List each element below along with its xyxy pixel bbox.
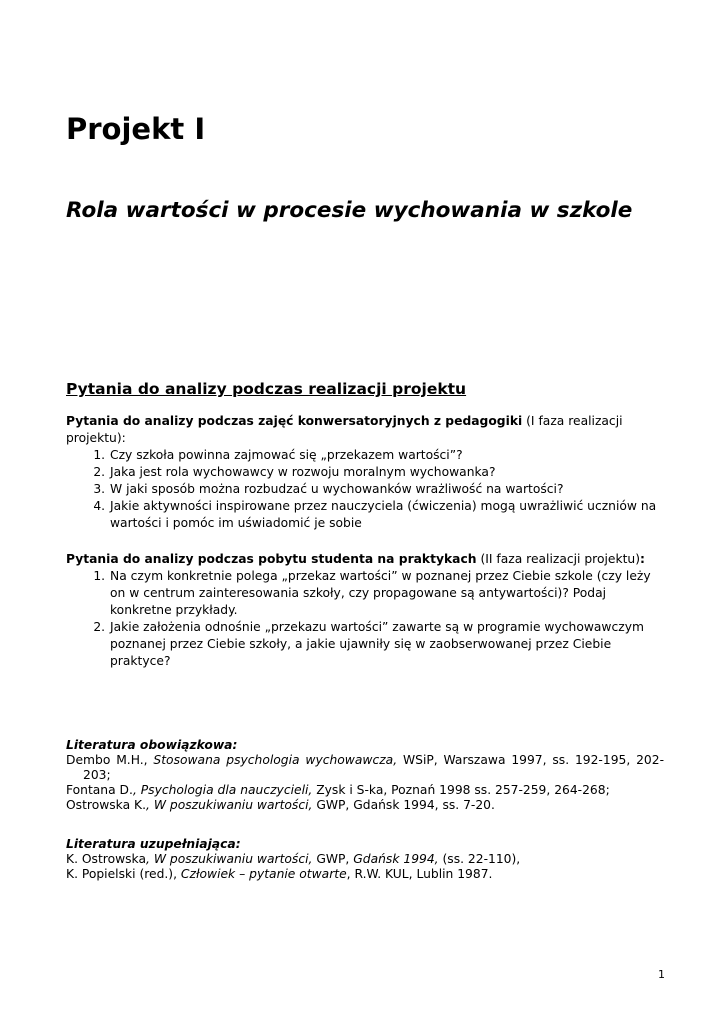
entry-details: GWP, Gdańsk 1994, ss. 7-20. [312, 798, 495, 812]
entry-author: K. Popielski (red.), [66, 867, 181, 881]
literature-entry [66, 783, 664, 798]
entry-author: Dembo M.H., [66, 753, 154, 767]
phase1-intro-rest: (I faza realizacji projektu): [66, 414, 623, 445]
entry-publisher: GWP, [312, 852, 354, 866]
entry-details: (ss. 22-110), [438, 852, 521, 866]
entry-title: Stosowana psychologia wychowawcza, [153, 753, 398, 767]
document-subtitle: Rola wartości w procesie wychowania w szkole [66, 198, 633, 223]
phase2-list [66, 568, 666, 670]
section-heading: Pytania do analizy podczas realizacji projektu [66, 380, 467, 398]
entry-title: , Psychologia dla nauczycieli, [132, 783, 313, 797]
literature-entry [66, 753, 664, 783]
literature-required-heading: Literatura obowiązkowa: [66, 738, 238, 752]
phase2-intro [66, 551, 666, 568]
entry-author: K. Ostrowska [66, 852, 147, 866]
entry-author: Fontana D. [66, 783, 133, 797]
phase2-intro-colon: : [640, 552, 645, 566]
literature-supplementary [66, 837, 664, 882]
literature-entry [66, 798, 664, 813]
entry-author: Ostrowska K. [66, 798, 147, 812]
phase2-intro-rest: (II faza realizacji projektu) [476, 552, 641, 566]
phase2-block [66, 551, 666, 670]
list-item: 1. Czy szkoła powinna zajmować się „przekazem wartości”? [109, 447, 666, 464]
phase1-intro-bold: Pytania do analizy podczas zajęć konwersatoryjnych z pedagogiki [66, 414, 523, 428]
phase1-block [66, 413, 666, 532]
entry-details: , R.W. KUL, Lublin 1987. [346, 867, 493, 881]
list-item: 4. Jakie aktywności inspirowane przez nauczyciela (ćwiczenia) mogą uwrażliwić uczniów na wartości i pomóc im uświadomić je sobie [109, 498, 666, 532]
entry-place-year: Gdańsk 1994, [353, 852, 439, 866]
literature-supplementary-heading: Literatura uzupełniająca: [66, 837, 241, 851]
literature-entry [66, 867, 664, 882]
entry-details: WSiP, Warszawa 1997, ss. 192-195, 202-203; [83, 753, 665, 782]
entry-details: Zysk i S-ka, Poznań 1998 ss. 257-259, 264-268; [312, 783, 610, 797]
entry-title: Człowiek – pytanie otwarte [180, 867, 347, 881]
list-item: 3. W jaki sposób można rozbudzać u wychowanków wrażliwość na wartości? [109, 481, 666, 498]
list-item: 2. Jakie założenia odnośnie „przekazu wartości” zawarte są w programie wychowawczym poznanej przez Ciebie szkoły, a jakie ujawniły się w zaobserwowanej przez Ciebie praktyce? [109, 619, 666, 670]
entry-title: , W poszukiwaniu wartości, [146, 798, 313, 812]
phase1-list [66, 447, 666, 532]
phase2-intro-bold: Pytania do analizy podczas pobytu studenta na praktykach [66, 552, 477, 566]
list-item: 1. Na czym konkretnie polega „przekaz wartości” w poznanej przez Ciebie szkole (czy leży on w centrum zainteresowania szkoły, czy propagowane są antywartości)? Podaj konkretne przykłady. [109, 568, 666, 619]
literature-required [66, 738, 664, 813]
literature-entry [66, 852, 664, 867]
document-title: Projekt I [66, 112, 206, 146]
list-item: 2. Jaka jest rola wychowawcy w rozwoju moralnym wychowanka? [109, 464, 666, 481]
entry-title: , W poszukiwaniu wartości, [146, 852, 313, 866]
page-number: 1 [658, 968, 665, 981]
phase1-intro [66, 413, 666, 447]
